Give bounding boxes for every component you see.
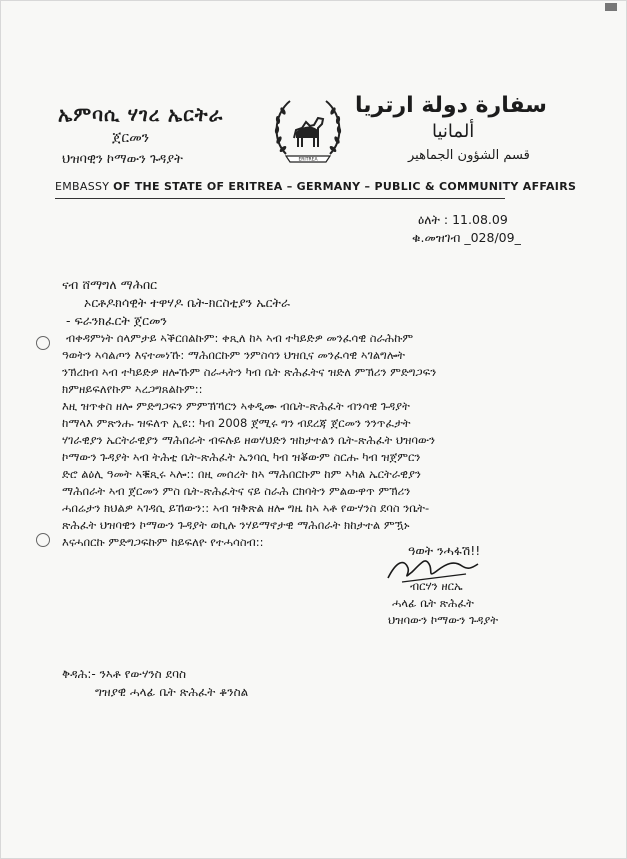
- letterhead-english-line: [55, 180, 576, 193]
- cc-line-2: ግዝያዊ ሓላፊ ቤት ጽሕፈት ቆንስል: [95, 685, 249, 699]
- closing-salutation: ዓወት ንሓፋሽ!!: [408, 543, 481, 558]
- body-line: ኮማውን ጉዳያት ኣብ ትሕቲ ቤት-ጽሕፈት ኤንባሲ ካብ ዝቖውም ስርሑ ካብ ዝጀምርን: [62, 450, 421, 464]
- body-line: እናሓበርኩ ምድግጋፍኩም ከይፍለዮ የተሓሳስብ::: [62, 535, 264, 549]
- signatory-title: ሓላፊ ቤት ጽሕፈት: [392, 596, 474, 610]
- svg-text:ERITREA: ERITREA: [298, 157, 318, 163]
- recipient-line-1: ናብ ሸማግለ ማሕበር: [62, 277, 158, 292]
- signatory-name: ብርሃን ዘርኤ: [410, 579, 463, 593]
- body-line: ድሮ ልዕሊ ዓመት ኣቑጺሩ ኣሎ:: በዚ መሰረት ከኣ ማሕበርኩም ከም ኣካል ኤርትራዊያን: [62, 467, 421, 481]
- body-line: እዚ ዝጥቀስ ዘሎ ምድግጋፍን ምምኽኻርን ኣቀዲሙ ብቤት-ጽሕፈት ብንሳዊ ጉዳያት: [62, 399, 410, 413]
- body-line: ጽሕፈት ህዝባዊን ኮማውን ጉዳያት ወኪሉ ንሃይማኖታዊ ማሕበራት ክከታተል ምዃኑ: [62, 518, 410, 532]
- letterhead-arabic-department: قسم الشؤون الجماهير: [408, 148, 530, 163]
- eritrea-emblem-icon: [268, 92, 348, 172]
- punch-hole: [36, 336, 50, 350]
- ink-mark: [605, 3, 617, 11]
- letter-body: [62, 330, 582, 551]
- recipient-line-2: ኦርቶዶክሳዊት ተዋሃዶ ቤት-ክርስቲያን ኤርትራ: [84, 295, 290, 310]
- cc-line-1: ቅዳሕ:- ንኣቶ የውሃንስ ደባስ: [62, 667, 186, 681]
- body-line: ሃገራዊያን ኤርትራዊያን ማሕበራት ብፍሉይ ዘወሃህድን ዝከታተልን ቤት-ጽሕፈት ህዝባውን: [62, 433, 436, 447]
- punch-hole: [36, 533, 50, 547]
- letterhead-arabic-name: سفارة دولة ارتريا: [355, 93, 547, 118]
- signatory-department: ህዝባውን ኮማውን ጉዳያት: [388, 613, 499, 627]
- letterhead-english-prefix: EMBASSY: [55, 180, 110, 193]
- letterhead-tigrinya-country: ጀርመን: [112, 130, 150, 146]
- letterhead-arabic-country: ألمانيا: [432, 121, 475, 142]
- letter-reference-number: ቁ.መዝገብ _028/09_: [412, 230, 521, 245]
- body-line: ማሕበራት ኣብ ጀርመን ምስ ቤት-ጽሕፈትና ናይ ስራሕ ርክባትን ምልውዋጥ ምኽሪን: [62, 484, 411, 498]
- body-line: ዓወትን ኣሳልጦን እናተመነኹ: ማሕበርኩም ንምስሳን ህዝቢና መንፈሳዊ ኣገልግሎት: [62, 348, 405, 362]
- body-line: ክምዘይፍለየኩም ኣረጋግጸልኩም::: [62, 382, 203, 396]
- body-line: ብቀዳምነት ሰላምታይ ኣቕርበልኩም: ቀጺለ ከኣ ኣብ ተካይድዎ መንፈሳዊ ስራሕኩም: [66, 331, 414, 345]
- body-line: ከማላእ ምጽንሑ ዝፍለጥ ኢዩ:: ካብ 2008 ጀሚሩ ግን ብደረጃ ጀርመን ንንጥፈታት: [62, 416, 411, 430]
- letter-date: ዕለት : 11.08.09: [418, 212, 508, 227]
- body-line: ሓበሬታን ክህልዎ ኣገዳሲ ይኸውን:: ኣብ ዝቅጽል ዘሎ ግዜ ከኣ ኣቶ የውሃንስ ደባስ ንቤት-: [62, 501, 430, 515]
- recipient-line-3: - ፍራንክፈርት ጀርመን: [66, 313, 167, 328]
- body-line: ንኽረክብ ኣብ ተካይድዎ ዘሎኹም ስራሓትን ካብ ቤት ጽሕፈትና ዝድለ ምኽሪን ምድግጋፍን: [62, 365, 437, 379]
- letterhead-tigrinya-name: ኤምባሲ ሃገረ ኤርትራ: [58, 104, 224, 126]
- letterhead-english-text: OF THE STATE OF ERITREA – GERMANY – PUBLIC & COMMUNITY AFFAIRS: [113, 180, 577, 193]
- letterhead-tigrinya-department: ህዝባዊን ኮማውን ጉዳያት: [62, 152, 183, 167]
- header-divider: [55, 198, 505, 199]
